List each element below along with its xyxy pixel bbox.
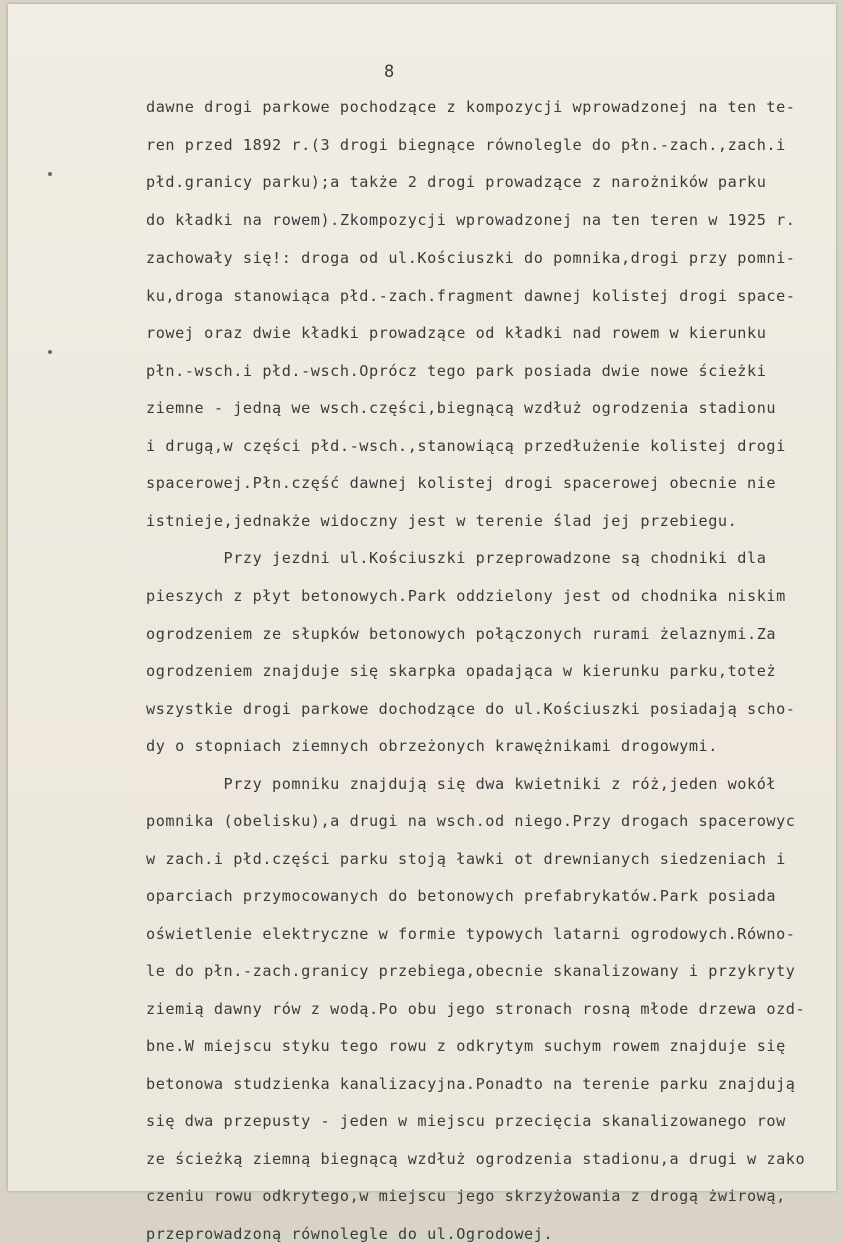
text-line: wszystkie drogi parkowe dochodzące do ul.Kościuszki posiadają scho- (146, 700, 796, 718)
text-line: dy o stopniach ziemnych obrzeżonych krawężnikami drogowymi. (146, 737, 718, 755)
text-line: płn.-wsch.i płd.-wsch.Oprócz tego park posiada dwie nowe ścieżki (146, 362, 767, 380)
text-line: Przy jezdni ul.Kościuszki przeprowadzone są chodniki dla (146, 549, 767, 567)
punch-mark (48, 350, 52, 354)
text-line: pomnika (obelisku),a drugi na wsch.od niego.Przy drogach spacerowyc (146, 812, 796, 830)
text-line: Przy pomniku znajdują się dwa kwietniki z róż,jeden wokół (146, 775, 777, 793)
punch-mark (48, 172, 52, 176)
text-line: bne.W miejscu styku tego rowu z odkrytym suchym rowem znajduje się (146, 1037, 786, 1055)
text-line: ogrodzeniem znajduje się skarpka opadająca w kierunku parku,toteż (146, 662, 777, 680)
text-line: rowej oraz dwie kładki prowadzące od kładki nad rowem w kierunku (146, 324, 767, 342)
text-line: le do płn.-zach.granicy przebiega,obecnie skanalizowany i przykryty (146, 962, 796, 980)
text-line: ogrodzeniem ze słupków betonowych połączonych rurami żelaznymi.Za (146, 625, 777, 643)
text-line: przeprowadzoną równolegle do ul.Ogrodowej. (146, 1225, 554, 1243)
text-line: oparciach przymocowanych do betonowych prefabrykatów.Park posiada (146, 887, 777, 905)
text-line: zachowały się!: droga od ul.Kościuszki do pomnika,drogi przy pomni- (146, 249, 796, 267)
text-line: i drugą,w części płd.-wsch.,stanowiącą przedłużenie kolistej drogi (146, 437, 786, 455)
text-line: istnieje,jednakże widoczny jest w terenie ślad jej przebiegu. (146, 512, 738, 530)
text-line: czeniu rowu odkrytego,w miejscu jego skrzyżowania z drogą żwirową, (146, 1187, 786, 1205)
text-line: pieszych z płyt betonowych.Park oddzielony jest od chodnika niskim (146, 587, 786, 605)
text-line: oświetlenie elektryczne w formie typowych latarni ogrodowych.Równo- (146, 925, 796, 943)
text-line: ziemią dawny rów z wodą.Po obu jego stronach rosną młode drzewa ozd- (146, 1000, 806, 1018)
text-line: ren przed 1892 r.(3 drogi biegnące równolegle do płn.-zach.,zach.i (146, 136, 786, 154)
page-number: 8 (384, 62, 395, 82)
text-line: dawne drogi parkowe pochodzące z kompozycji wprowadzonej na ten te- (146, 98, 796, 116)
text-line: ziemne - jedną we wsch.części,biegnącą wzdłuż ogrodzenia stadionu (146, 399, 777, 417)
text-line: w zach.i płd.części parku stoją ławki ot drewnianych siedzeniach i (146, 850, 786, 868)
text-line: się dwa przepusty - jeden w miejscu przecięcia skanalizowanego row (146, 1112, 786, 1130)
document-page (8, 4, 836, 1243)
text-line: ku,droga stanowiąca płd.-zach.fragment dawnej kolistej drogi space- (146, 287, 796, 305)
text-line: do kładki na rowem).Zkompozycji wprowadzonej na ten teren w 1925 r. (146, 211, 796, 229)
text-line: ze ścieżką ziemną biegnącą wzdłuż ogrodzenia stadionu,a drugi w zako (146, 1150, 806, 1168)
text-line: betonowa studzienka kanalizacyjna.Ponadto na terenie parku znajdują (146, 1075, 796, 1093)
text-line: spacerowej.Płn.część dawnej kolistej drogi spacerowej obecnie nie (146, 474, 777, 492)
text-line: płd.granicy parku);a także 2 drogi prowadzące z narożników parku (146, 173, 767, 191)
